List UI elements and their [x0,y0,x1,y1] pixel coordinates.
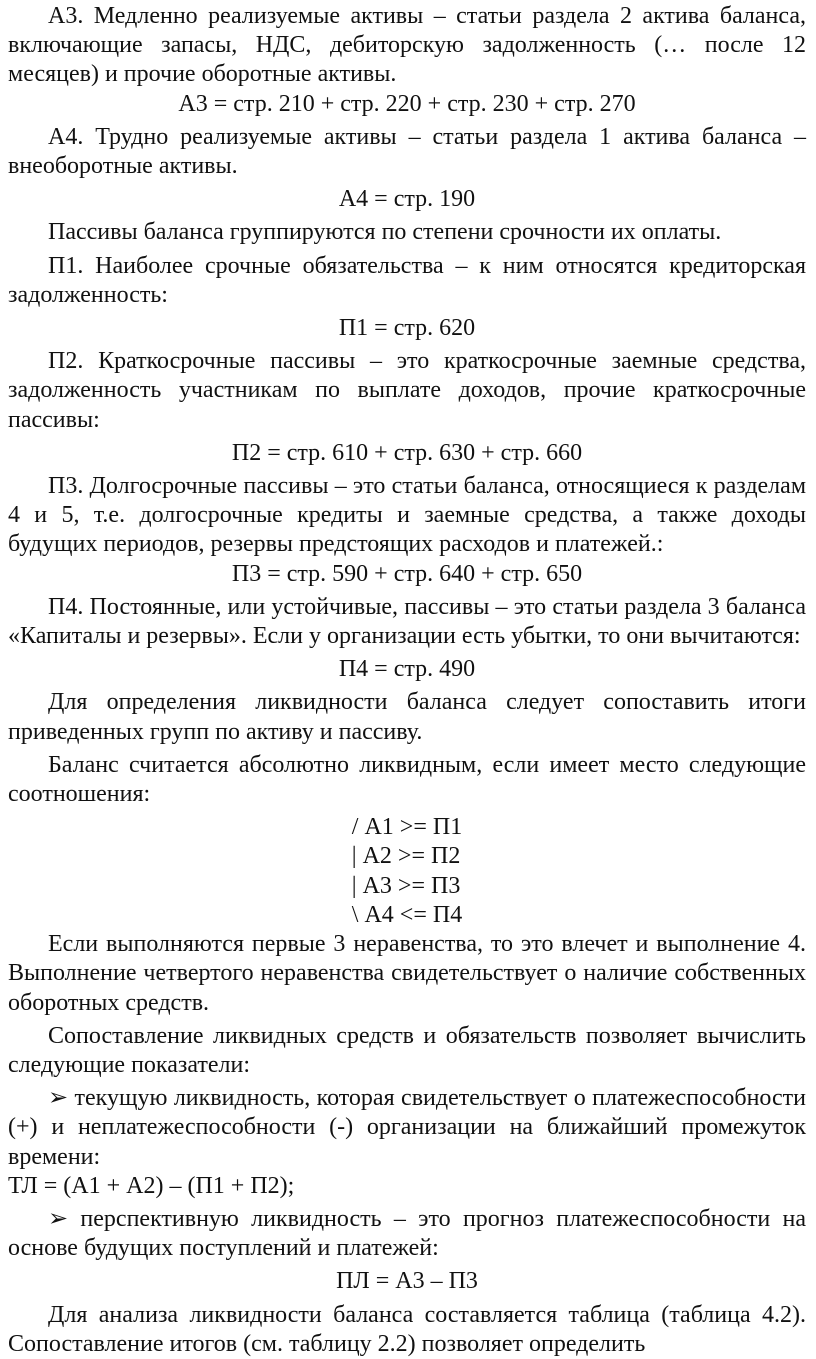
condition-3: | А3 >= П3 [351,872,461,899]
p2-formula: П2 = стр. 610 + стр. 630 + стр. 660 [231,439,583,466]
p3-formula: П3 = стр. 590 + стр. 640 + стр. 650 [231,560,583,587]
condition-1: / А1 >= П1 [351,814,463,841]
p1-formula: П1 = стр. 620 [338,315,476,342]
current-liquidity-text: текущую ликвидность, которая свидетельствует о платежеспособности (+) и неплатежеспособности (-) организации на ближайший промежуток времени: [8,1085,807,1170]
table-intro: Для анализа ликвидности баланса составляется таблица (таблица 4.2). Сопоставление итогов (см. таблицу 2.2) позволяет определить [8,1301,806,1357]
conditions-block [352,813,462,930]
liabilities-intro: Пассивы баланса группируются по степени срочности их оплаты. [48,219,722,246]
p2-paragraph: П2. Краткосрочные пассивы – это краткосрочные заемные средства, задолженность участникам по выплате доходов, прочие краткосрочные пассивы: [8,348,806,433]
current-liquidity-item [8,1084,806,1172]
bullet-arrow-icon: ➢ [48,1085,69,1112]
a3-formula: А3 = стр. 210 + стр. 220 + стр. 230 + стр. 270 [178,90,636,117]
conditions-note: Если выполняются первые 3 неравенства, то это влечет и выполнение 4. Выполнение четвертого неравенства свидетельствует о наличие собственных оборотных средств. [8,931,806,1016]
a3-paragraph: А3. Медленно реализуемые активы – статьи раздела 2 актива баланса, включающие запасы, НДС, дебиторскую задолженность (… после 12 месяцев) и прочие оборотные активы. [8,3,806,88]
p4-formula: П4 = стр. 490 [338,656,476,683]
current-liquidity-formula: ТЛ = (А1 + А2) – (П1 + П2); [8,1172,295,1199]
bullet-arrow-icon: ➢ [48,1205,69,1232]
prospective-liquidity-item [8,1205,806,1263]
a4-paragraph: А4. Трудно реализуемые активы – статьи раздела 1 актива баланса – внеоборотные активы. [8,123,806,180]
absolute-liquidity-statement: Баланс считается абсолютно ликвидным, если имеет место следующие соотношения: [8,751,806,808]
a4-formula: А4 = стр. 190 [338,186,476,213]
p4-paragraph: П4. Постоянные, или устойчивые, пассивы – это статьи раздела 3 баланса «Капиталы и резервы». Если у организации есть убытки, то они вычитаются: [8,593,806,650]
condition-2: | А2 >= П2 [351,843,461,870]
p3-paragraph: П3. Долгосрочные пассивы – это статьи баланса, относящиеся к разделам 4 и 5, т.е. долгосрочные кредиты и заемные средства, а также доходы будущих периодов, резервы предстоящих расходов и платежей.: [8,473,806,558]
indicators-intro: Сопоставление ликвидных средств и обязательств позволяет вычислить следующие показатели: [8,1022,806,1078]
condition-4: \ А4 <= П4 [351,901,463,928]
liquidity-conditions [8,813,806,930]
prospective-liquidity-text: перспективную ликвидность – это прогноз платежеспособности на основе будущих поступлений и платежей: [8,1205,806,1262]
liquidity-definition: Для определения ликвидности баланса следует сопоставить итоги приведенных групп по активу и пассиву. [8,689,806,745]
prospective-liquidity-formula: ПЛ = А3 – П3 [336,1268,478,1295]
p1-paragraph: П1. Наиболее срочные обязательства – к ним относятся кредиторская задолженность: [8,252,806,308]
